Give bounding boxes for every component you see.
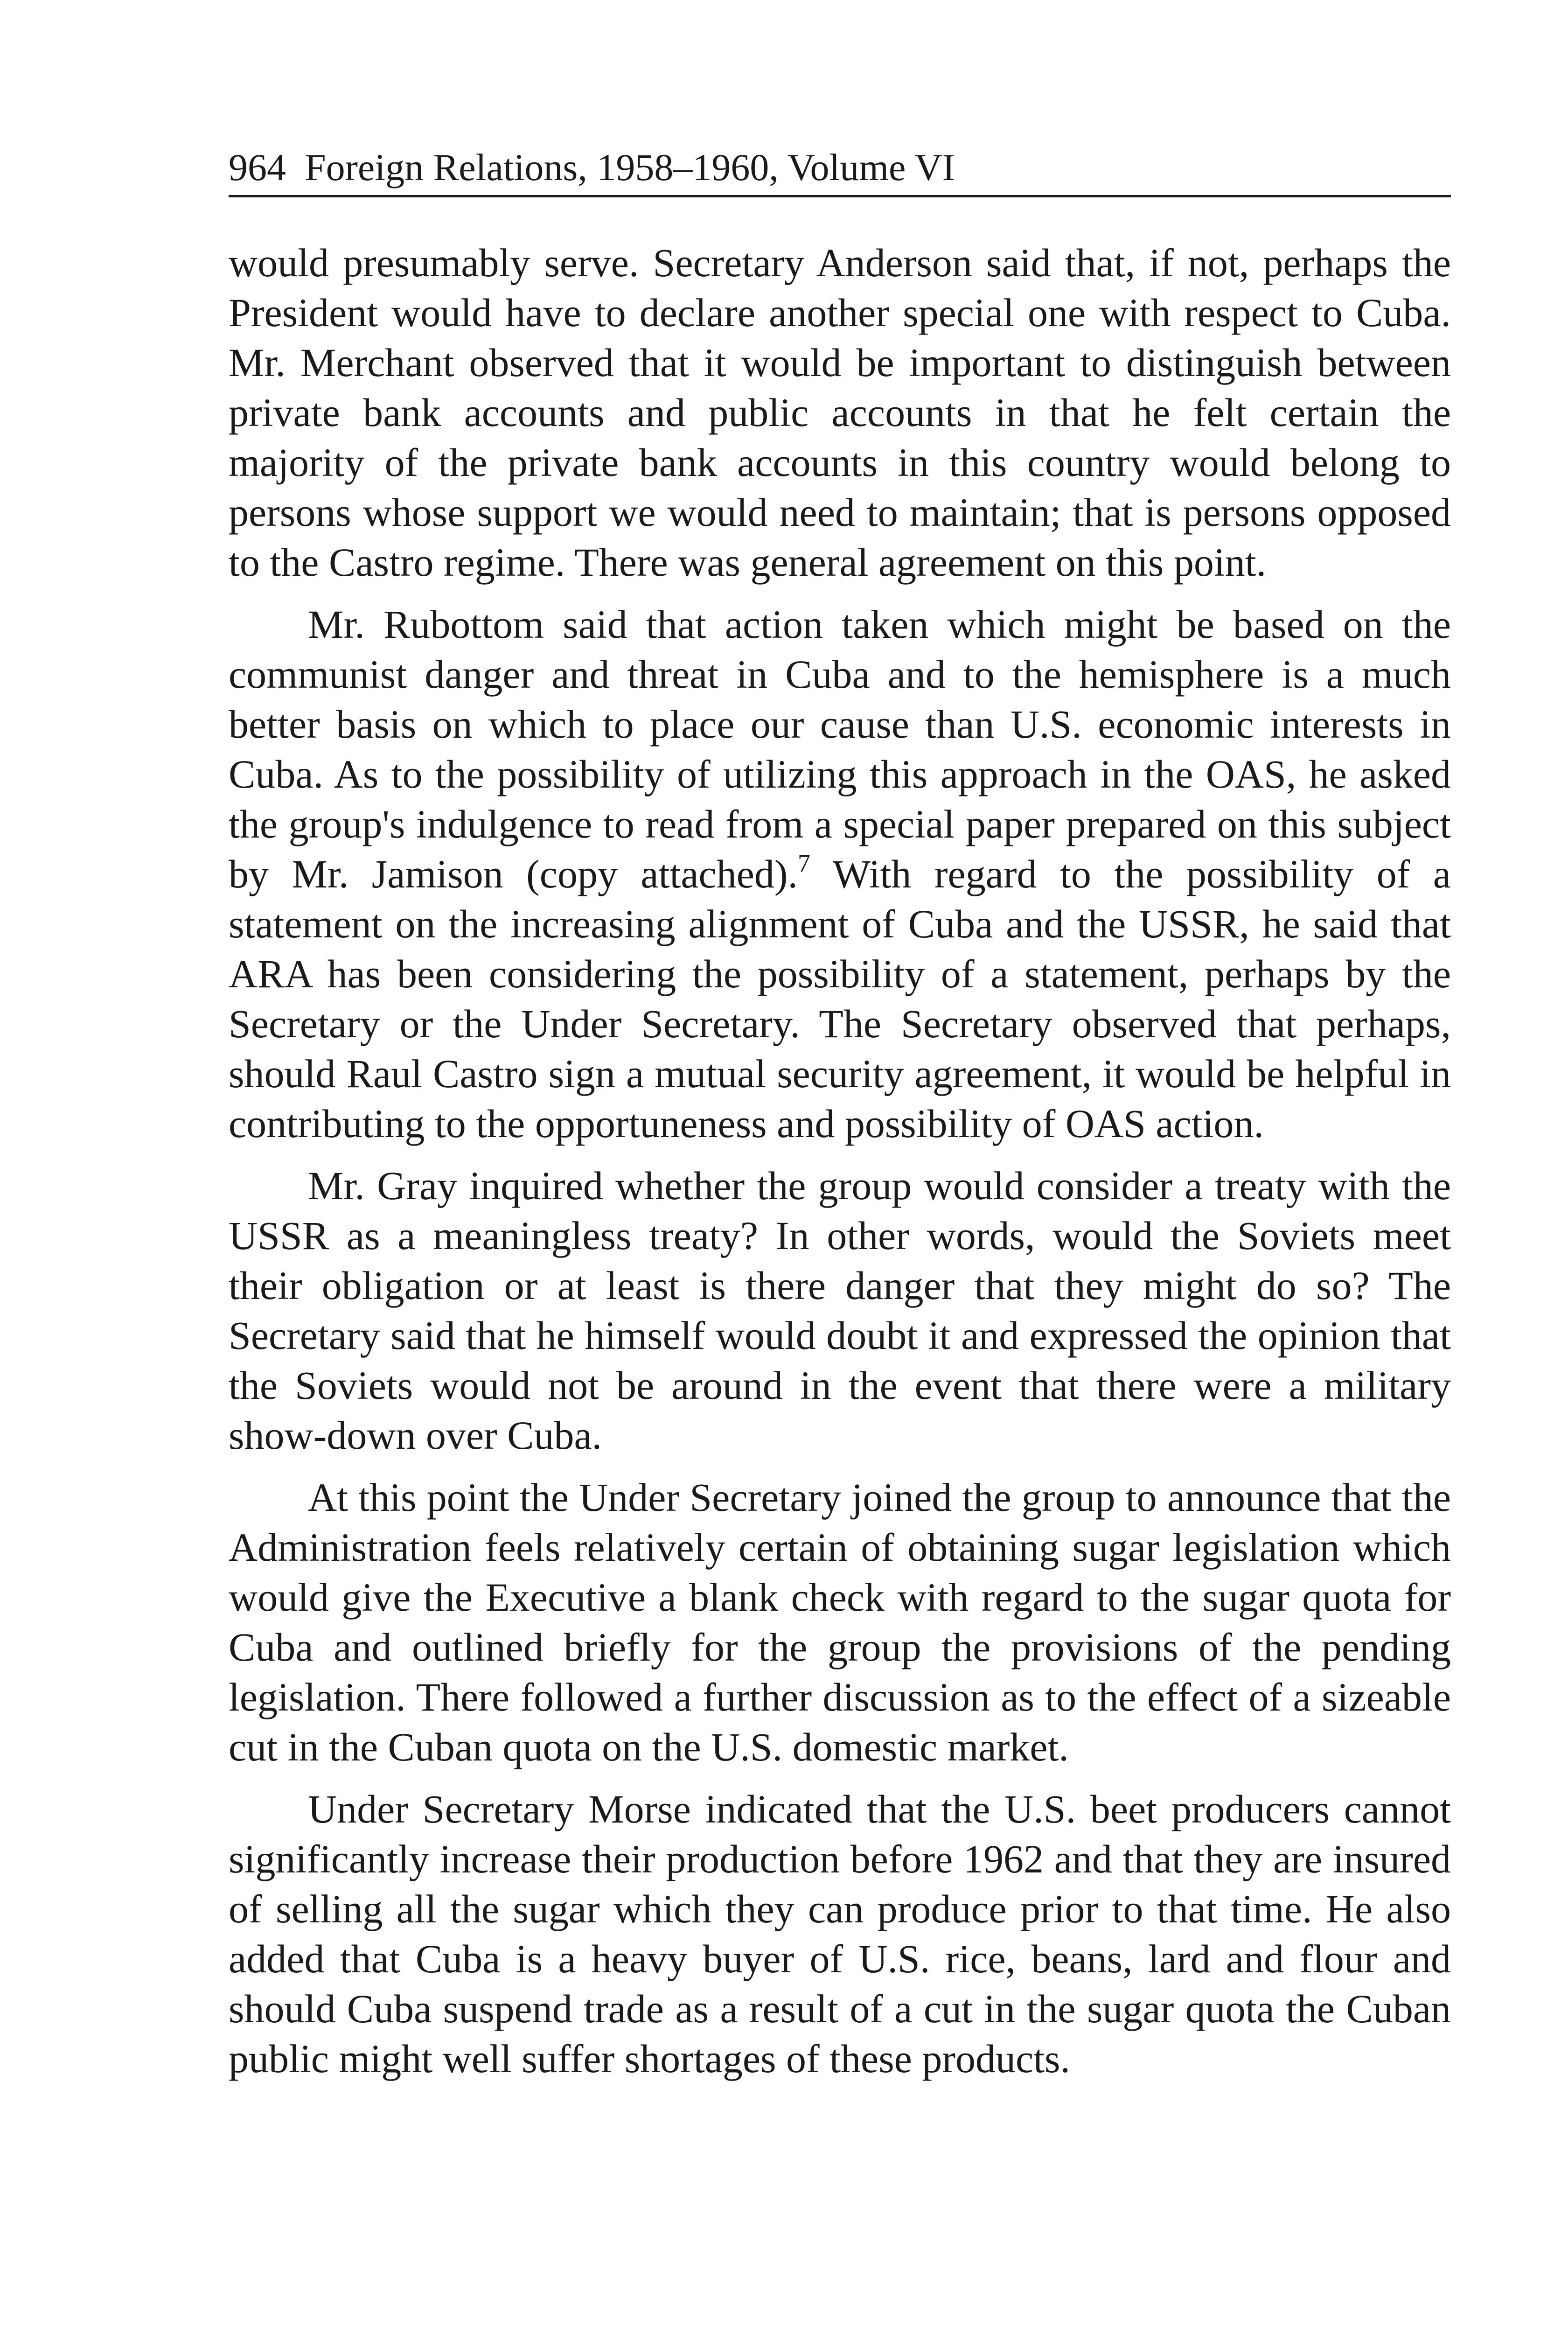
paragraph-2-text-b: With regard to the possibility of a statement on the increasing alignment of Cuba and the USSR, he said that ARA has been considering the possibility of a statement, perhaps by the Secretary or the Under Secretary. The Secretary observed that perhaps, should Raul Castro sign a mutual security agreement, it would be helpful in contributing to the opportuneness and possibility of OAS action. <box>229 852 1451 1146</box>
body-text <box>229 238 1451 2096</box>
paragraph-5: Under Secretary Morse indicated that the U.S. beet producers cannot significantly increase their production before 1962 and that they are insured of selling all the sugar which they can produce prior to that time. He also added that Cuba is a heavy buyer of U.S. rice, beans, lard and flour and should Cuba suspend trade as a result of a cut in the sugar quota the Cuban public might well suffer shortages of these products. <box>229 1787 1451 2081</box>
running-title: Foreign Relations, 1958–1960, Volume VI <box>305 146 955 189</box>
running-head <box>229 140 1451 197</box>
paragraph-1: would presumably serve. Secretary Anderson said that, if not, perhaps the President would have to declare another special one with respect to Cuba. Mr. Merchant observed that it would be important to distinguish between private bank accounts and public accounts in that he felt certain the majority of the private bank accounts in this country would belong to persons whose support we would need to maintain; that is persons opposed to the Castro regime. There was general agreement on this point. <box>229 240 1451 585</box>
page-number: 964 <box>229 146 286 189</box>
footnote-reference: 7 <box>798 849 811 877</box>
paragraph-3: Mr. Gray inquired whether the group would consider a treaty with the USSR as a meaningless treaty? In other words, would the Soviets meet their obligation or at least is there danger that they might do so? The Secretary said that he himself would doubt it and expressed the opinion that the Soviets would not be around in the event that there were a military show-down over Cuba. <box>229 1163 1451 1458</box>
paragraph-4: At this point the Under Secretary joined the group to announce that the Administration feels relatively certain of obtaining sugar legislation which would give the Executive a blank check with regard to the sugar quota for Cuba and outlined briefly for the group the provisions of the pending legislation. There followed a further discussion as to the effect of a sizeable cut in the Cuban quota on the U.S. domestic market. <box>229 1475 1451 1769</box>
paragraph-2 <box>229 600 1451 1149</box>
paragraph-2-text-a: Mr. Rubottom said that action taken which might be based on the communist danger and threat in Cuba and to the hemisphere is a much better basis on which to place our cause than U.S. economic interests in Cuba. As to the possibility of utilizing this approach in the OAS, he asked the group's indulgence to read from a special paper prepared on this subject by Mr. Jamison (copy attached). <box>229 602 1451 896</box>
